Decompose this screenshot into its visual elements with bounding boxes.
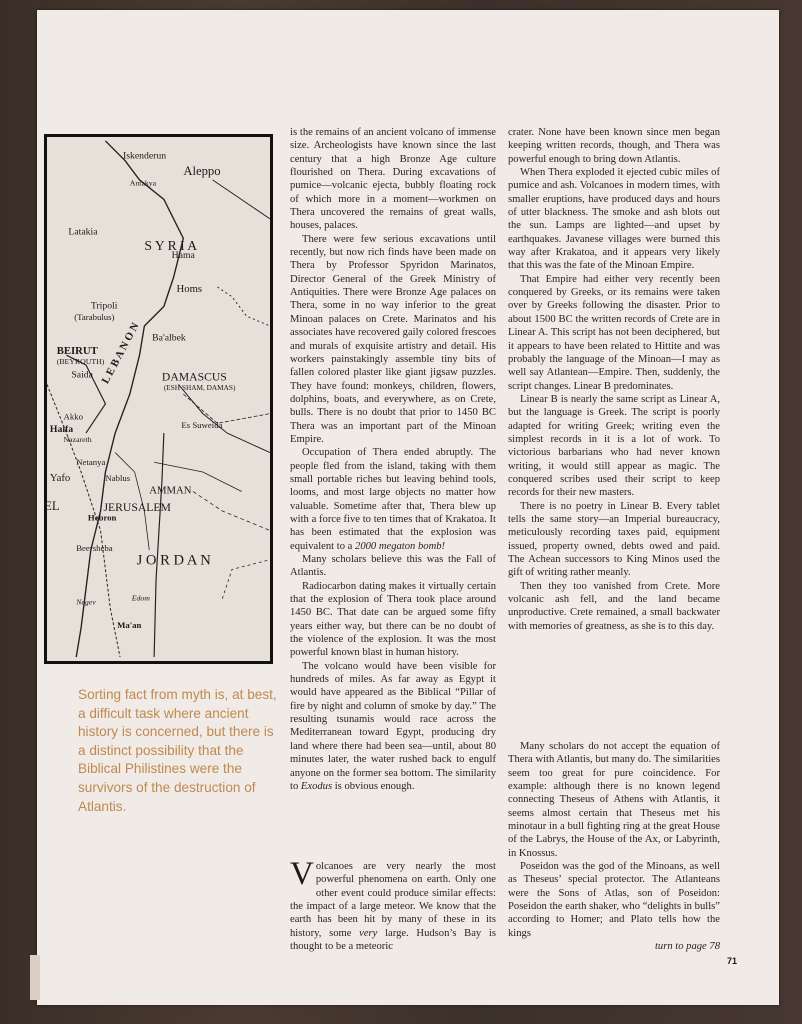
map-label-lebanon: L E B A N O N (99, 320, 142, 386)
paragraph: crater. None have been known since men began keeping written records, though, and Thera was powerful enough to bring down Atlantis. (508, 127, 720, 165)
map-label-baalbek: Ba'albek (152, 332, 186, 344)
map-roads-and-borders (47, 141, 270, 657)
map-label-edom: Edom (131, 593, 150, 603)
map-label-jerusalem: JERUSALEM (103, 500, 171, 514)
pull-quote-caption: Sorting fact from myth is, at best, a difficult task where ancient history is concerned, but there is a distinct possibility that the Biblical Philistines were the survivors of the destruction of Atlantis. (78, 687, 277, 814)
paragraph: There were few serious excavations until recently, but now rich finds have been made on Thera by Professor Spyridon Marinatos, Director General of the Greek Ministry of Antiquities. There were Bronze Age palaces on Thera, some in no way inferior to the great Minoan palaces on Crete. Marinatos and his associates have recovered gaily colored frescoes and murals of exquisite artistry and detail. His workers painstakingly assemble tiny bits of fallen colored plaster like giant jigsaw puzzles. They have found: monkeys, children, flowers, dolphins, boats, and everywhere, as on Crete, bulls. There is no doubt that prior to 1450 BC Thera was an important part of the Minoan Empire. (290, 233, 496, 445)
paragraph: is the remains of an ancient volcano of immense size. Archeologists have known since the last century that a high Bronze Age culture flourished on Thera. During excavations of pumice—volcanic ejecta, bubbly floating rock of which more in a moment—workmen on Thera uncovered the remains of great walls, houses, palaces. (290, 127, 496, 232)
paragraph (290, 660, 496, 793)
article-column-2-lower (508, 740, 720, 954)
map-label-tarabulus: (Tarabulus) (74, 312, 115, 323)
map-label-latakia: Latakia (68, 226, 98, 238)
paragraph: Linear B is nearly the same script as Linear A, but the language is Greek. The script is poorly adapted for writing Greek; writing even the simplest records in it is a lot of work. To victorious barbarians who had never known writing, it would still appear as magic. The conquered scribes used their script to keep records for their new masters. (508, 393, 720, 499)
emphasis-text: Exodus (300, 780, 333, 792)
map-label-netanya: Netanya (76, 457, 106, 468)
map-label-maan: Ma'an (117, 619, 142, 630)
map-label-antakya: Antakya (129, 178, 157, 188)
paragraph: Radiocarbon dating makes it virtually certain that the explosion of Thera took place around 1450 BC. That date can be argued some fifty years either way, but there can be no doubt of the violence of the explosion. It was the most powerful known blast in human history. (290, 580, 496, 659)
text-run: is obvious enough. (332, 780, 415, 792)
text-run: Occupation of Thera ended abruptly. The people fled from the island, taking with them small portable riches but leaving behind tools, looms, and most large objects no matter how valuable. Sometime after that, Thera blew up with a force five to ten times that of Krakatoa. It has been estimated that the explosion was equivalent to a (290, 447, 496, 552)
map-label-akko: Akko (63, 411, 84, 422)
map-label-damascus: DAMASCUS (161, 370, 227, 384)
map-label-beersheba: Beersheba (76, 542, 113, 553)
emphasis-text: very (359, 927, 378, 939)
paragraph: Many scholars do not accept the equation of Thera with Atlantis, but many do. The similarities seem too great for pure coincidence. For example: although there is no known legend connecting Theseus of Athens with Atlantis, it seems almost certain that Theseus met his minotaur in a bull fighting ring at the great House of the Labrys, the House of the Ax, or Labyrinth, in Knossus. (508, 741, 720, 859)
continuation-link[interactable]: turn to page 78 (654, 941, 720, 953)
paragraph: Many scholars believe this was the Fall of Atlantis. (290, 554, 496, 579)
map-label-yafo: Yafo (49, 471, 71, 484)
article-column-1 (290, 126, 496, 793)
map-label-hebron: Hebron (87, 512, 117, 523)
paragraph: There is no poetry in Linear B. Every tablet tells the same story—an Imperial bureaucracy, meticulously recording taxes paid, equipment issued, property owned, debts owed and paid. The Achean successors to King Minos used the gift of writing rather meanly. (508, 500, 720, 579)
paragraph (290, 446, 496, 553)
map-label-esh-sham: (ESH SHAM, DAMAS) (163, 383, 236, 393)
text-run: large. Hudson’s Bay is thought to be a meteoric (290, 927, 496, 953)
paragraph (290, 856, 496, 953)
map-label-es-suweida: Es Suweida (181, 420, 223, 431)
map-label-beyrouth: (BEYROUTH) (56, 356, 105, 366)
map-label-israel-fragment: EL (44, 499, 60, 514)
map-label-haifa: Haifa (49, 424, 74, 436)
map-label-beirut: BEIRUT (56, 345, 98, 358)
emphasis-text: 2000 megaton bomb! (355, 540, 446, 552)
map-label-homs: Homs (176, 282, 203, 295)
map-label-hama: Hama (171, 249, 195, 261)
map-label-saida: Saida (71, 369, 93, 381)
torn-page-edge (30, 955, 40, 1000)
map-drawing (44, 137, 270, 661)
drop-cap: V (290, 856, 314, 892)
map-labels (44, 150, 236, 629)
paragraph: Poseidon was the god of the Minoans, as well as Theseus’ special protector. The Atlanteans were the Sons of Atlas, son of Poseidon: Poseidon the earth shaker, who “delights in bulls” according to Homer; and Plato tells how the kings (508, 861, 720, 939)
map-label-nazareth: Nazareth (63, 434, 92, 444)
map-label-nablus: Nablus (105, 472, 131, 483)
text-run: The volcano would have been visible for hundreds of miles. As far away as Egypt it would have appeared as the Biblical “Pillar of fire by night and column of smoke by day.” The resulting tsunamis would race across the Mediterranean toward Egypt, producing dry land where there had been sea—until, about 80 minutes later, the water rushed back to engulf anyone on the former sea bottom. The similarity to (290, 660, 496, 792)
paragraph: Then they too vanished from Crete. More volcanic ash fell, and the land became unproductive. Crete remained, a small backwater with memories of greatness, as she is to this day. (508, 580, 720, 632)
map-levant (44, 134, 273, 664)
map-label-jordan: J O R D A N (136, 552, 211, 569)
text-run: olcanoes are very nearly the most powerful phenomena on earth. Only one other event could produce similar effects: the impact of a large meteor. We know that the earth has been hit by many of these in its history, some (290, 861, 496, 939)
map-label-amman: AMMAN (149, 484, 192, 497)
article-column-2 (508, 126, 720, 633)
paragraph: That Empire had either very recently been conquered by Greeks, or its remains were taken over by Greeks following the disaster. Prior to about 1500 BC the written records of Crete are in Linear A. This script has not been deciphered, but it appears to have been related to Hittite and was probably the language of the Minoan—I may as well say Atlantean—Empire. Then, suddenly, the script changes. Linear B predominates. (508, 273, 720, 392)
article-section-start (290, 856, 496, 953)
page-number: 71 (727, 956, 738, 966)
map-label-negev: Negev (76, 597, 96, 607)
map-label-tripoli: Tripoli (90, 300, 118, 312)
map-label-aleppo: Aleppo (183, 164, 221, 179)
map-label-iskenderun: Iskenderun (122, 150, 167, 162)
paragraph: When Thera exploded it ejected cubic miles of pumice and ash. Volcanoes in modern times, with smaller eruptions, have produced days and hours of utter blackness. The smoke and ash blots out the sun. Lamps are lighted—and upset by earthquakes. Javanese villages were burned this way after Krakatoa, and it appears very likely that this was the fate of the Minoan Empire. (508, 167, 720, 272)
map-label-syria: S Y R I A (144, 238, 198, 254)
